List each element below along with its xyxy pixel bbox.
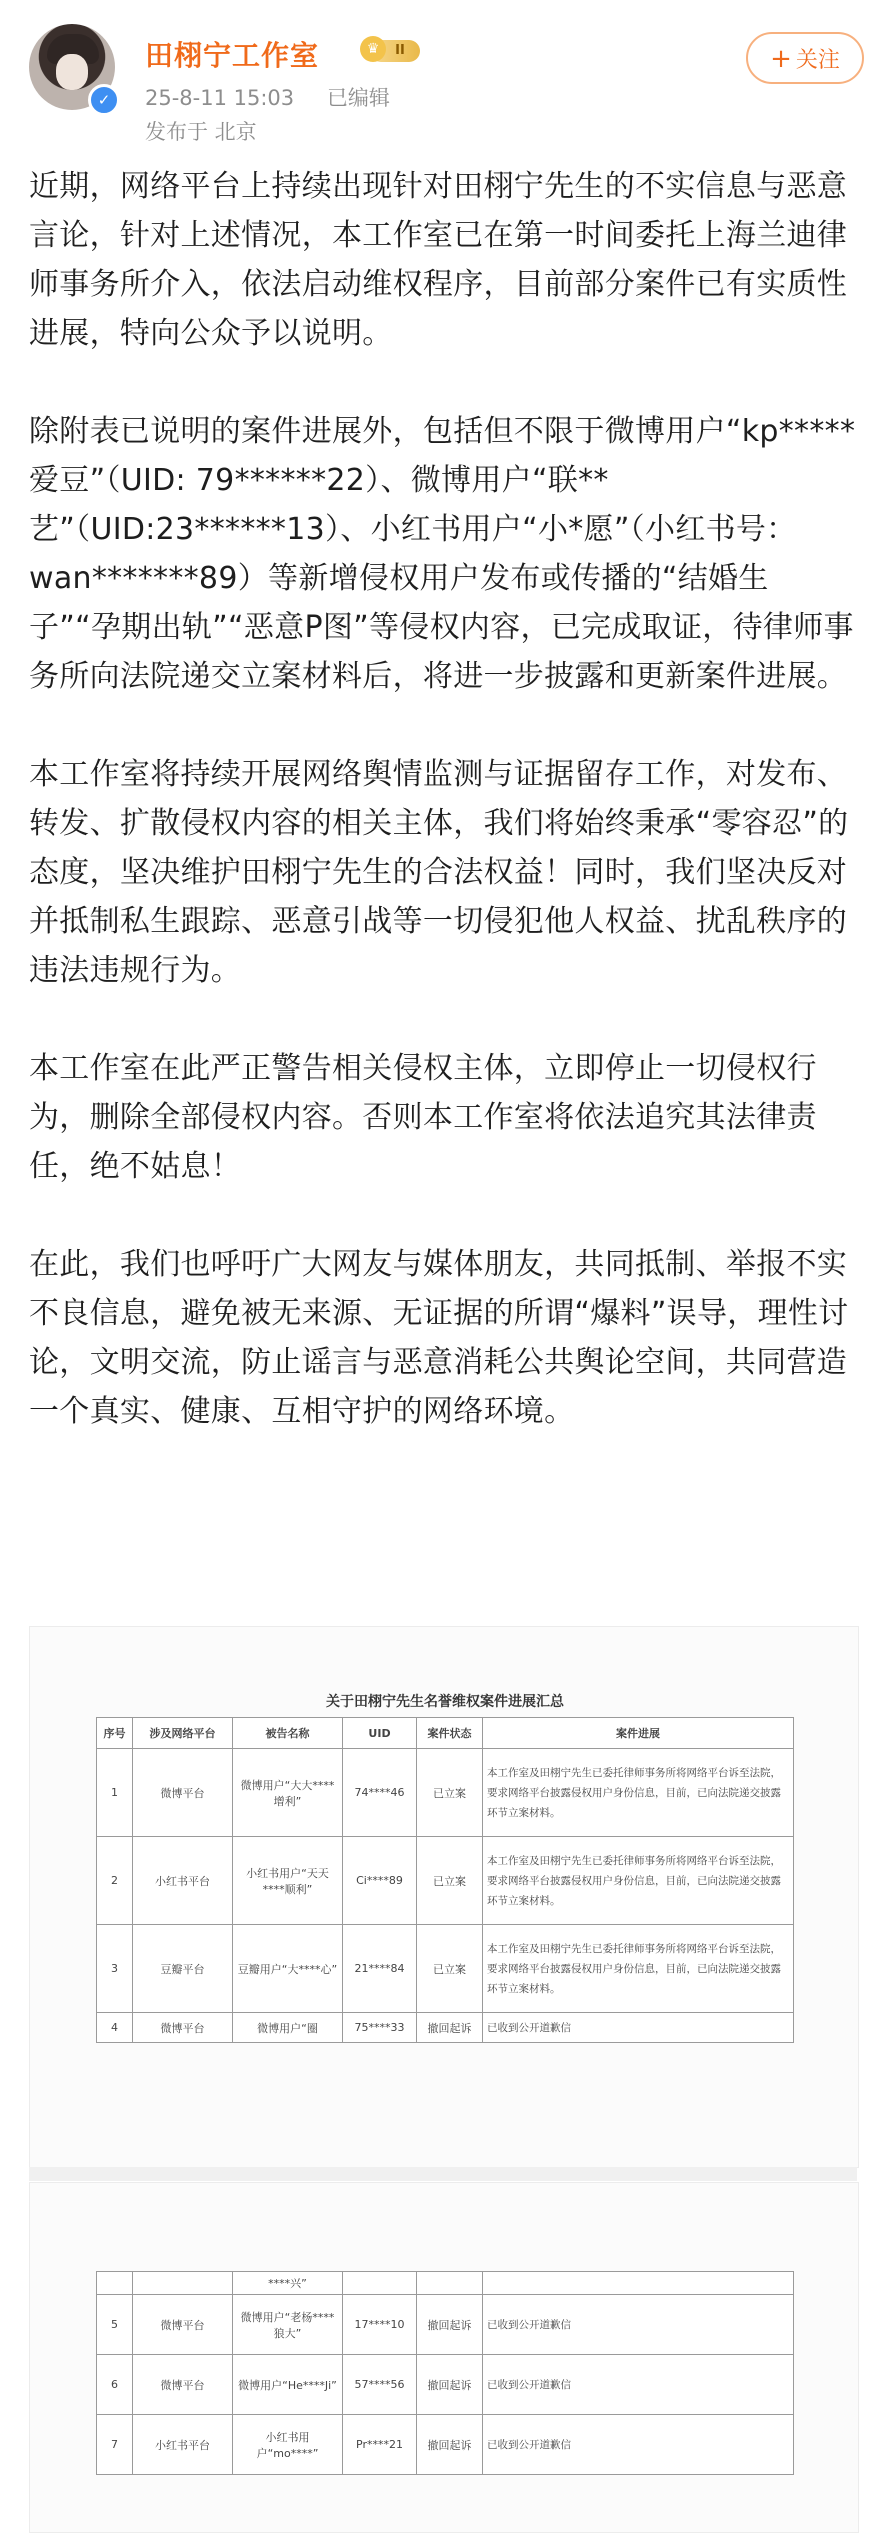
table-cell: 豆瓣用户“大****心” (233, 1925, 343, 2013)
table-cell: 微博平台 (133, 2295, 233, 2355)
post-meta (145, 82, 416, 112)
table-cell: 已收到公开道歉信 (483, 2355, 794, 2415)
table-cell: 本工作室及田栩宁先生已委托律师事务所将网络平台诉至法院，要求网络平台披露侵权用户身份信息，目前，已向法院递交披露环节立案材料。 (483, 1925, 794, 2013)
table-cell (97, 2272, 133, 2295)
table-cell: 撤回起诉 (417, 2415, 483, 2475)
case-table-2 (96, 2271, 794, 2475)
post-header (0, 0, 886, 160)
case-table-image-2[interactable] (29, 2182, 859, 2533)
table-header-row (97, 1718, 794, 1749)
table-cell: 3 (97, 1925, 133, 2013)
table-cell (343, 2272, 417, 2295)
table-cell: Ci****89 (343, 1837, 417, 1925)
post-location: 发布于 北京 (145, 120, 257, 144)
table-cell: 已收到公开道歉信 (483, 2415, 794, 2475)
table-cell: 已收到公开道歉信 (483, 2013, 794, 2043)
image-divider (29, 2167, 857, 2181)
case-table-title: 关于田栩宁先生名誉维权案件进展汇总 (326, 1694, 564, 1710)
table-cell: 4 (97, 2013, 133, 2043)
table-cell: 21****84 (343, 1925, 417, 2013)
table-cell: 已立案 (417, 1925, 483, 2013)
table-cell: 5 (97, 2295, 133, 2355)
table-cell: ****兴” (233, 2272, 343, 2295)
member-badge[interactable] (366, 40, 420, 62)
table-cell: 微博用户“大大****增利” (233, 1749, 343, 1837)
table-cell: 撤回起诉 (417, 2013, 483, 2043)
table-header-cell: 涉及网络平台 (133, 1718, 233, 1749)
table-cell (483, 2272, 794, 2295)
table-cell: 本工作室及田栩宁先生已委托律师事务所将网络平台诉至法院，要求网络平台披露侵权用户身份信息，目前，已向法院递交披露环节立案材料。 (483, 1749, 794, 1837)
table-cell: 微博用户“圈 (233, 2013, 343, 2043)
table-cell: 本工作室及田栩宁先生已委托律师事务所将网络平台诉至法院，要求网络平台披露侵权用户身份信息，目前，已向法院递交披露环节立案材料。 (483, 1837, 794, 1925)
table-row (97, 2415, 794, 2475)
table-row (97, 2355, 794, 2415)
table-header-cell: 案件进展 (483, 1718, 794, 1749)
case-table-2-inner (96, 2271, 794, 2475)
table-cell: 微博平台 (133, 1749, 233, 1837)
table-cell: 已收到公开道歉信 (483, 2295, 794, 2355)
table-cell: Pr****21 (343, 2415, 417, 2475)
table-cell: 微博平台 (133, 2013, 233, 2043)
table-row (97, 2013, 794, 2043)
post-date: 25-8-11 15:03 (145, 86, 295, 110)
table-row (97, 2272, 794, 2295)
table-header-cell: 被告名称 (233, 1718, 343, 1749)
table-cell: 小红书用户“mo****” (233, 2415, 343, 2475)
case-table-1-inner (96, 1687, 794, 2043)
table-cell: 小红书平台 (133, 2415, 233, 2475)
paragraph-2: 除附表已说明的案件进展外，包括但不限于微博用户“kp*****爱豆”（UID: 79******22）、微博用户“联**艺”（UID:23******13）、小红书用户“小*愿”（小红书号：wan*******89）等新增侵权用户发布或传播的“结婚生子”“孕期出轨”“恶意P图”等侵权内容，已完成取证，待律师事务所向法院递交立案材料后，将进一步披露和更新案件进展。 (29, 414, 856, 694)
table-header-cell: 案件状态 (417, 1718, 483, 1749)
table-cell: 已立案 (417, 1837, 483, 1925)
paragraph-3: 本工作室将持续开展网络舆情监测与证据留存工作，对发布、转发、扩散侵权内容的相关主体，我们将始终秉承“零容忍”的态度，坚决维护田栩宁先生的合法权益！同时，我们坚决反对并抵制私生跟踪、恶意引战等一切侵犯他人权益、扰乱秩序的违法违规行为。 (29, 757, 849, 988)
edited-label[interactable]: 已编辑 (326, 86, 390, 110)
plus-icon: + (770, 44, 792, 74)
avatar-face (56, 54, 88, 90)
verified-icon: ✓ (88, 84, 120, 116)
case-table-1 (96, 1717, 794, 2043)
table-cell: 微博平台 (133, 2355, 233, 2415)
table-header-cell: 序号 (97, 1718, 133, 1749)
table-cell: 小红书平台 (133, 1837, 233, 1925)
table-cell: 撤回起诉 (417, 2355, 483, 2415)
table-row (97, 1837, 794, 1925)
table-cell: 豆瓣平台 (133, 1925, 233, 2013)
table-cell: 1 (97, 1749, 133, 1837)
table-cell: 6 (97, 2355, 133, 2415)
table-cell: 微博用户“He****Ji” (233, 2355, 343, 2415)
table-row (97, 1749, 794, 1837)
table-cell: 7 (97, 2415, 133, 2475)
table-cell (133, 2272, 233, 2295)
author-name[interactable]: 田栩宁工作室 (145, 39, 320, 72)
table-row (97, 2295, 794, 2355)
table-cell: 17****10 (343, 2295, 417, 2355)
badge-level: II (395, 43, 405, 58)
crown-icon: ♛ (360, 36, 386, 62)
table-cell: 2 (97, 1837, 133, 1925)
table-cell: 小红书用户“天天****顺利” (233, 1837, 343, 1925)
paragraph-1: 近期，网络平台上持续出现针对田栩宁先生的不实信息与恶意言论，针对上述情况，本工作室已在第一时间委托上海兰迪律师事务所介入，依法启动维权程序，目前部分案件已有实质性进展，特向公众予以说明。 (29, 169, 848, 351)
paragraph-5: 在此，我们也呼吁广大网友与媒体朋友，共同抵制、举报不实不良信息，避免被无来源、无证据的所谓“爆料”误导，理性讨论，文明交流，防止谣言与恶意消耗公共舆论空间，共同营造一个真实、健康、互相守护的网络环境。 (29, 1247, 849, 1429)
table-cell: 撤回起诉 (417, 2295, 483, 2355)
table-cell: 已立案 (417, 1749, 483, 1837)
table-cell: 微博用户“老杨****狼大” (233, 2295, 343, 2355)
table-cell: 74****46 (343, 1749, 417, 1837)
post-body (29, 162, 859, 1485)
table-row (97, 1925, 794, 2013)
follow-label: 关注 (795, 48, 840, 73)
table-cell (417, 2272, 483, 2295)
table-cell: 75****33 (343, 2013, 417, 2043)
follow-button[interactable] (746, 32, 864, 84)
table-header-cell: UID (343, 1718, 417, 1749)
table-cell: 57****56 (343, 2355, 417, 2415)
paragraph-4: 本工作室在此严正警告相关侵权主体，立即停止一切侵权行为，删除全部侵权内容。否则本工作室将依法追究其法律责任，绝不姑息！ (29, 1051, 817, 1184)
case-table-image-1[interactable] (29, 1626, 859, 2168)
